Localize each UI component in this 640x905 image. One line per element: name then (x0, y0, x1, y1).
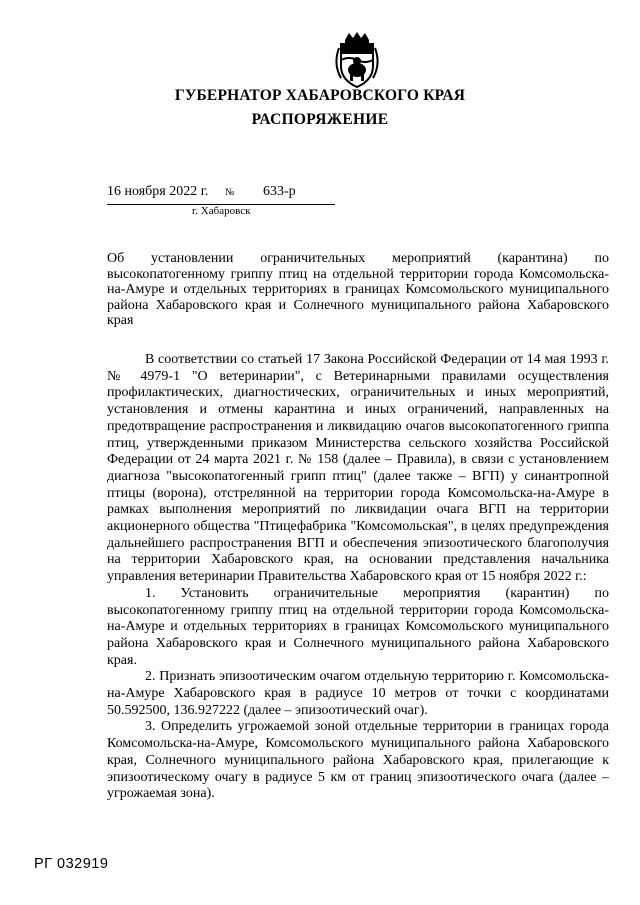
document-date: 16 ноября 2022 г. (107, 184, 209, 199)
document-type: РАСПОРЯЖЕНИЕ (251, 111, 389, 128)
emblem (327, 30, 387, 90)
clause-1: 1. Установить ограничительные мероприятия (карантин) по высокопатогенному гриппу птиц на отдельной территории города Комсомольска-на-Амуре и отдельных территориях в границах Комсомольского муниципального района Хабаровского края и Солнечного муниципального района Хабаровского края. (107, 585, 609, 668)
preamble-paragraph: В соответствии со статьей 17 Закона Российской Федерации от 14 мая 1993 г. № 4979-1 "О ветеринарии", с Ветеринарными правилами осуществления профилактических, диагностических, ограничительных и иных мероприятий, установления и отмены карантина и иных ограничений, направленных на предотвращение распространения и ликвидацию очагов высокопатогенного гриппа птиц, утвержденными приказом Министерства сельского хозяйства Российской Федерации от 24 марта 2021 г. № 158 (далее – Правила), в связи с установлением диагноза "высокопатогенный грипп птиц" (далее также – ВГП) у синантропной птицы (ворона), отстрелянной на территории города Комсомольска-на-Амуре в рамках выполнения мероприятий по ликвидации очага ВГП на территории акционерного общества "Птицефабрика "Комсомольская", в целях предупреждения дальнейшего распространения ВГП и обеспечения эпизоотического благополучия на территории Хабаровского края, на основании представления начальника управления ветеринарии Правительства Хабаровского края от 15 ноября 2022 г.: (107, 352, 609, 585)
date-number-line (107, 184, 335, 205)
document-number: 633-р (263, 184, 296, 199)
clause-3: 3. Определить угрожаемой зоной отдельные территории в границах города Комсомольска-на-Амуре, Комсомольского муниципального района Хабаровского края, Солнечного муниципального района Хабаровского края, прилегающие к эпизоотическому очагу в радиусе 5 км от границ эпизоотического очага (далее – угрожаемая зона). (107, 719, 609, 802)
registration-code: РГ 032919 (34, 856, 109, 872)
issuer-title: ГУБЕРНАТОР ХАБАРОВСКОГО КРАЯ (174, 87, 466, 104)
document-subject: Об установлении ограничительных мероприятий (карантина) по высокопатогенному гриппу птиц на отдельной территории города Комсомольска-на-Амуре и отдельных территориях в границах Комсомольского муниципального района Хабаровского края и Солнечного муниципального района Хабаровского края (107, 251, 609, 328)
khabarovsk-coat-of-arms-icon (327, 30, 387, 90)
document-city: г. Хабаровск (192, 205, 251, 217)
number-sign: № (225, 187, 235, 198)
clause-2: 2. Признать эпизоотическим очагом отдельную территорию г. Комсомольска-на-Амуре Хабаровского края в радиусе 10 метров от точки с координатами 50.592500, 136.927222 (далее – эпизоотический очаг). (107, 669, 609, 718)
document-body (107, 352, 609, 803)
